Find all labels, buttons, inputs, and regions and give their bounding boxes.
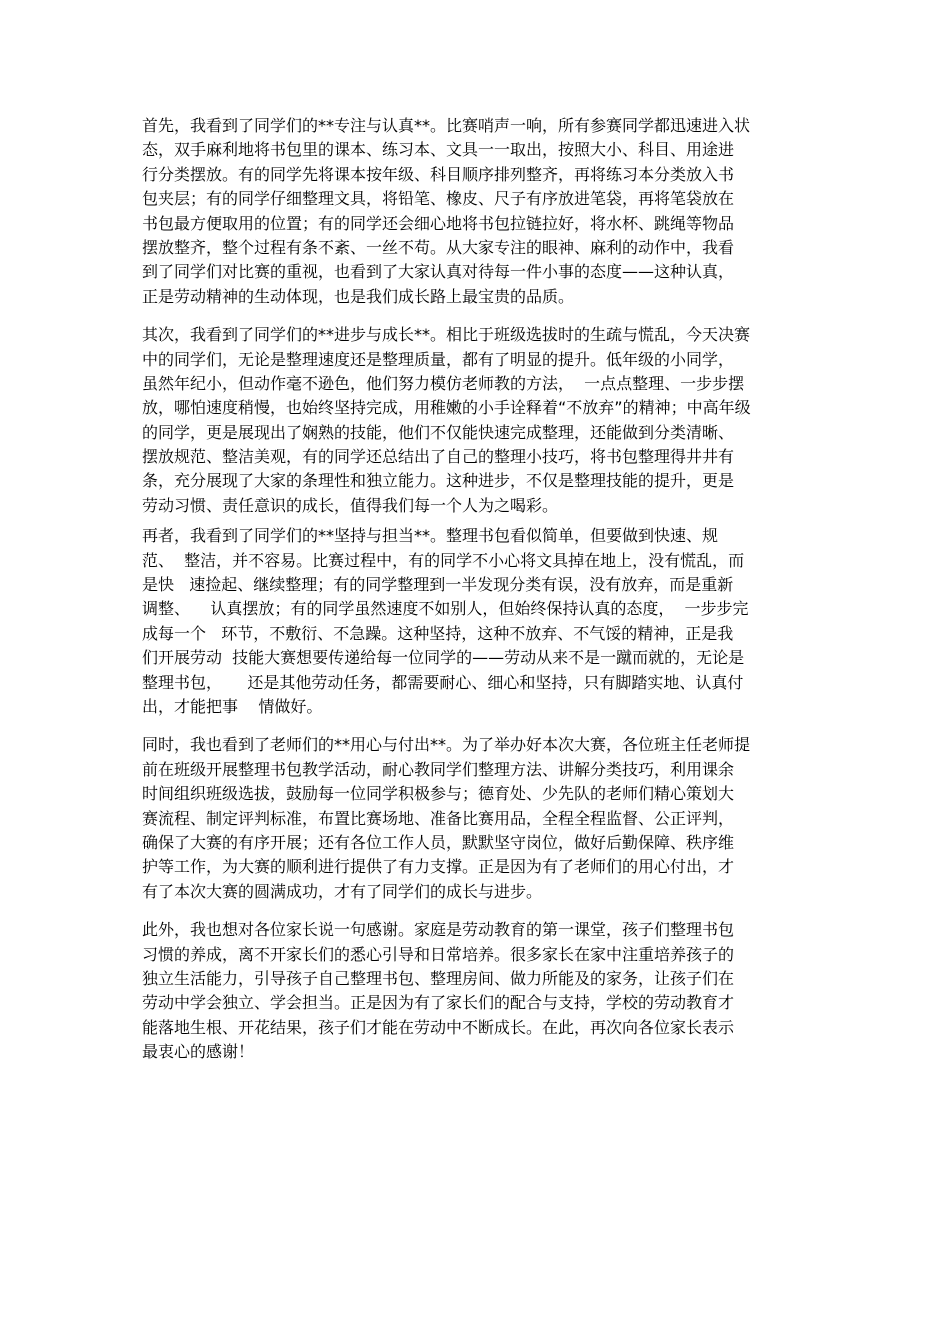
text-line: 书包最方便取用的位置；有的同学还会细心地将书包拉链拉好，将水杯、跳绳等物品 xyxy=(142,213,735,233)
text-line: 是快 速捡起、继续整理；有的同学整理到一半发现分类有误，没有放弃，而是重新 xyxy=(142,575,734,595)
text-line: 确保了大赛的有序开展；还有各位工作人员，默默坚守岗位，做好后勤保障、秩序维 xyxy=(142,832,735,852)
text-line: 摆放整齐，整个过程有条不紊、一丝不苟。从大家专注的眼神、麻利的动作中，我看 xyxy=(142,237,735,257)
paragraph-progress-and-growth xyxy=(142,323,808,518)
text-line: 们开展劳动 技能大赛想要传递给每一位同学的——劳动从来不是一蹴而就的，无论是 xyxy=(142,648,745,668)
text-line: 此外，我也想对各位家长说一句感谢。家庭是劳动教育的第一课堂，孩子们整理书包 xyxy=(142,920,735,940)
text-line: 习惯的养成，离不开家长们的悉心引导和日常培养。很多家长在家中注重培养孩子的 xyxy=(142,944,735,964)
text-line: 劳动中学会独立、学会担当。正是因为有了家长们的配合与支持，学校的劳动教育才 xyxy=(142,993,735,1013)
text-line: 摆放规范、整洁美观，有的同学还总结出了自己的整理小技巧，将书包整理得井井有 xyxy=(142,447,735,467)
text-line: 出，才能把事 情做好。 xyxy=(142,696,323,716)
text-line: 正是劳动精神的生动体现，也是我们成长路上最宝贵的品质。 xyxy=(142,286,575,306)
text-line: 虽然年纪小，但动作毫不逊色，他们努力模仿老师教的方法， 一点点整理、一步步摆 xyxy=(142,373,745,393)
text-line: 劳动习惯、责任意识的成长，值得我们每一个人为之喝彩。 xyxy=(142,495,559,515)
text-line: 调整、 认真摆放；有的同学虽然速度不如别人，但始终保持认真的态度， 一步步完 xyxy=(142,599,749,619)
text-line: 条，充分展现了大家的条理性和独立能力。这种进步，不仅是整理技能的提升，更是 xyxy=(142,471,735,491)
paragraph-teachers-dedication xyxy=(142,733,808,904)
text-line: 整理书包， 还是其他劳动任务，都需要耐心、细心和坚持，只有脚踏实地、认真付 xyxy=(142,672,744,692)
text-line: 护等工作，为大赛的顺利进行提供了有力支撑。正是因为有了老师们的用心付出，才 xyxy=(142,857,735,877)
text-line: 前在班级开展整理书包教学活动，耐心教同学们整理方法、讲解分类技巧，利用课余 xyxy=(142,759,735,779)
text-line: 能落地生根、开花结果，孩子们才能在劳动中不断成长。在此，再次向各位家长表示 xyxy=(142,1017,735,1037)
text-line: 最衷心的感谢！ xyxy=(142,1042,255,1062)
text-line: 再者，我看到了同学们的**坚持与担当**。整理书包看似简单，但要做到快速、规 xyxy=(142,526,719,546)
text-line: 态，双手麻利地将书包里的课本、练习本、文具一一取出，按照大小、科目、用途进 xyxy=(142,140,735,160)
text-line: 包夹层；有的同学仔细整理文具，将铅笔、橡皮、尺子有序放进笔袋，再将笔袋放在 xyxy=(142,189,735,209)
text-line: 到了同学们对比赛的重视，也看到了大家认真对待每一件小事的态度——这种认真， xyxy=(142,262,735,282)
text-line: 独立生活能力，引导孩子自己整理书包、整理房间、做力所能及的家务，让孩子们在 xyxy=(142,968,735,988)
paragraph-focus-and-seriousness xyxy=(142,114,808,309)
text-line: 其次，我看到了同学们的**进步与成长**。相比于班级选拔时的生疏与慌乱，今天决赛 xyxy=(142,325,751,345)
paragraph-persistence-and-responsibility xyxy=(142,524,808,719)
text-line: 范、 整洁，并不容易。比赛过程中，有的同学不小心将文具掉在地上，没有慌乱，而 xyxy=(142,550,745,570)
text-line: 中的同学们，无论是整理速度还是整理质量，都有了明显的提升。低年级的小同学， xyxy=(142,349,735,369)
text-line: 行分类摆放。有的同学先将课本按年级、科目顺序排列整齐，再将练习本分类放入书 xyxy=(142,164,735,184)
text-line: 放，哪怕速度稍慢，也始终坚持完成，用稚嫩的小手诠释着“不放弃”的精神；中高年级 xyxy=(142,398,751,418)
paragraph-thanks-to-parents xyxy=(142,918,808,1064)
text-line: 赛流程、制定评判标准，布置比赛场地、准备比赛用品，全程全程监督、公正评判， xyxy=(142,808,735,828)
text-line: 成每一个 环节，不敷衍、不急躁。这种坚持，这种不放弃、不气馁的精神，正是我 xyxy=(142,623,734,643)
text-line: 时间组织班级选拔，鼓励每一位同学积极参与；德育处、少先队的老师们精心策划大 xyxy=(142,784,735,804)
text-line: 首先，我看到了同学们的**专注与认真**。比赛哨声一响，所有参赛同学都迅速进入状 xyxy=(142,116,751,135)
document-body xyxy=(142,114,808,1064)
text-line: 有了本次大赛的圆满成功，才有了同学们的成长与进步。 xyxy=(142,881,543,901)
text-line: 同时，我也看到了老师们的**用心与付出**。为了举办好本次大赛，各位班主任老师提 xyxy=(142,735,751,755)
text-line: 的同学，更是展现出了娴熟的技能，他们不仅能快速完成整理，还能做到分类清晰、 xyxy=(142,422,735,442)
